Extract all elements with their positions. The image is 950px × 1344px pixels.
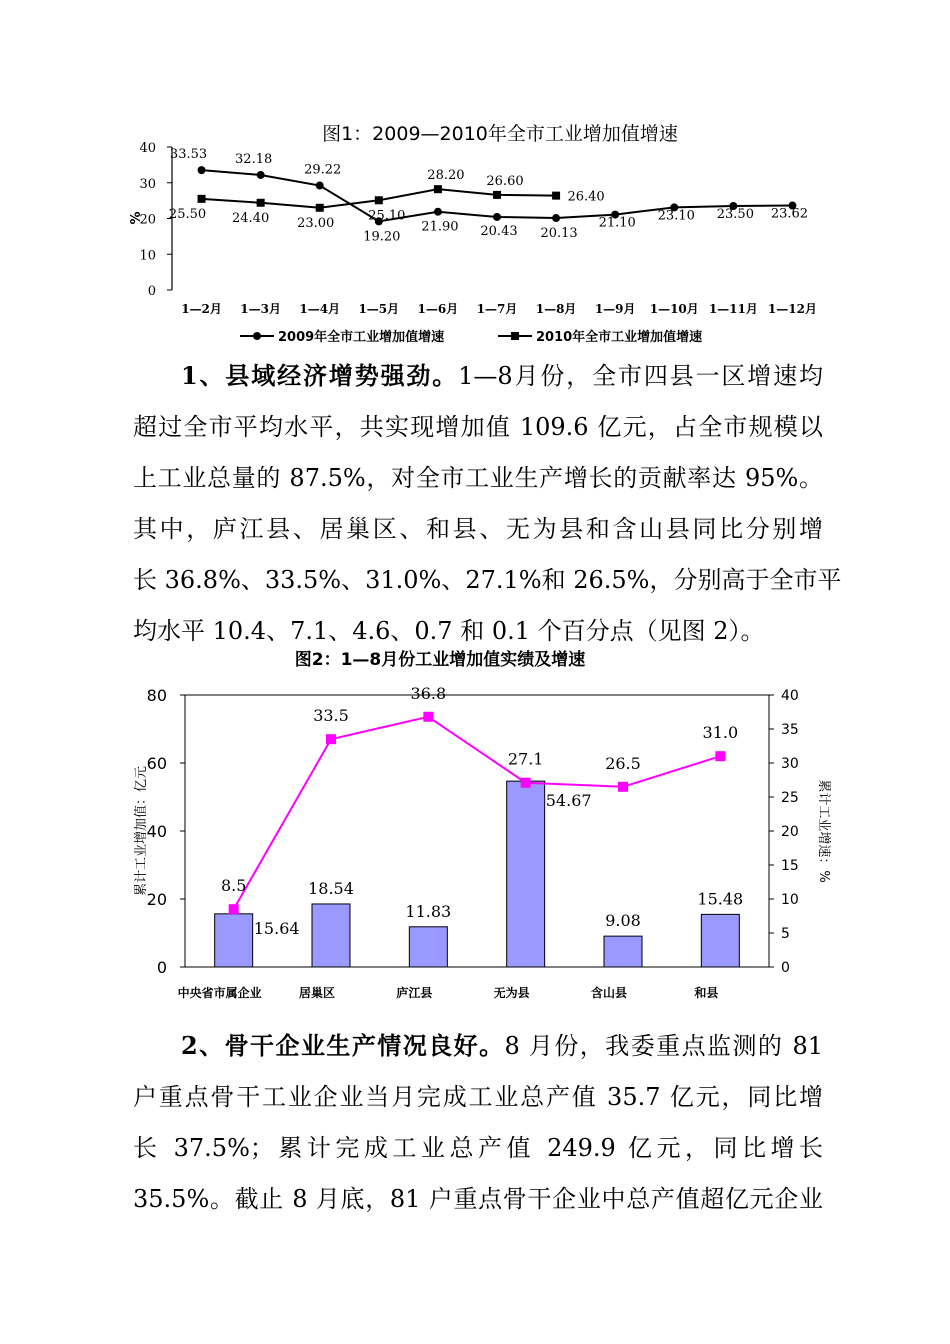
figure2-bar [507,781,545,967]
figure1-x-tick-label: 1—4月 [299,302,341,316]
figure1-data-label: 19.20 [363,229,401,245]
figure1-x-tick-label: 1—11月 [708,302,758,316]
figure1-legend-marker [253,332,261,340]
figure2-bar [409,927,447,967]
figure2-left-tick-label: 20 [146,890,167,909]
figure2-right-tick-label: 15 [781,858,799,874]
paragraph1-line-5: 长 36.8%、33.5%、31.0%、27.1%和 26.5%，分别高于全市平 [133,566,842,594]
figure1-point-2009 [316,182,324,190]
figure2-growth-point [521,778,531,788]
figure1-data-label: 33.53 [169,147,208,163]
figure1-x-tick-label: 1—8月 [535,302,577,316]
figure2-category-label: 庐江县 [396,986,433,1000]
figure1-point-2010 [493,191,501,199]
figure1-x-tick-label: 1—12月 [767,302,817,316]
figure1-y-tick-label: 0 [147,284,156,299]
figure2-right-tick-label: 5 [781,926,790,942]
figure1-data-label: 29.22 [304,162,342,178]
figure1-point-2010 [198,195,206,203]
figure1-data-label: 23.50 [716,206,754,222]
figure1-data-label: 20.43 [480,223,518,239]
figure1-x-tick-label: 1—2月 [181,302,222,316]
figure1-data-label: 32.18 [235,151,273,167]
figure1-data-label: 20.13 [540,226,578,242]
paragraph1-line-text: 1—8月份，全市四县一区增速均 [458,362,823,390]
figure2-bar-label: 54.67 [545,791,592,811]
figure1-legend [240,329,702,345]
figure1-point-2009 [198,166,206,174]
paragraph1-line-6: 均水平 10.4、7.1、4.6、0.7 和 0.1 个百分点（见图 2）。 [133,617,765,645]
paragraph1-heading: 1、县域经济增势强劲。 [181,361,459,390]
figure2-ylabel-left: 累计工业增加值：亿元 [134,765,149,897]
figure2-growth-line [234,717,721,909]
figure2-left-tick-label: 60 [146,754,167,773]
paragraph2-line-2: 户重点骨干工业企业当月完成工业总产值 35.7 亿元，同比增 [133,1083,823,1111]
figure2-bar-label: 9.08 [605,911,641,931]
figure1-title: 图1：2009—2010年全市工业增加值增速 [322,123,678,145]
figure2-growth-point [423,712,433,722]
paragraph1-line-3: 上工业总量的 87.5%，对全市工业生产增长的贡献率达 95%。 [133,464,823,492]
figure1-data-label: 28.20 [427,168,465,184]
figure1-data-label: 26.40 [567,189,605,205]
figure1-y-tick-label: 20 [139,212,156,228]
figure1-y-tick-label: 30 [139,176,156,192]
figure1-point-2010 [257,199,265,207]
figure2-title: 图2：1—8月份工业增加值实绩及增速 [294,650,586,670]
figure1-data-label: 26.60 [486,173,524,189]
figure1-legend-marker [511,332,519,340]
figure1-x-tick-label: 1—3月 [240,302,281,316]
figure2-right-tick-label: 30 [781,756,799,772]
figure1-point-2009 [257,171,265,179]
figure2-right-tick-label: 25 [781,790,799,806]
figure2-growth-point [618,782,628,792]
figure1-x-tick-label: 1—9月 [594,302,636,316]
figure2-bar-label: 15.64 [253,918,300,938]
figure2-bar-label: 18.54 [308,878,354,898]
figure2-right-tick-label: 40 [781,688,799,704]
figure1-data-label: 21.90 [421,219,459,235]
figure1-point-2010 [316,204,324,212]
figure2-bar-label: 15.48 [697,889,744,909]
figure2-right-tick-label: 35 [781,722,799,738]
figure2-right-tick-label: 0 [781,960,790,976]
figure2-bar [312,904,350,967]
figure2-bar [701,914,739,967]
figure2-right-tick-label: 10 [781,892,799,908]
figure2-bar-label: 11.83 [405,901,452,921]
figure1-data-label: 24.40 [232,210,270,226]
figure1-point-2009 [493,213,501,221]
figure2-combo-chart [0,645,950,1015]
figure1-point-2009 [552,214,560,222]
figure1-point-2010 [434,185,442,193]
figure2-category-label: 居巢区 [298,986,336,1000]
figure2-growth-point [229,904,239,914]
paragraph2-line-text: 8 月份，我委重点监测的 81 [504,1032,823,1060]
figure2-right-tick-label: 20 [781,824,799,840]
figure2-bar [604,936,642,967]
figure2-category-label: 含山县 [590,986,628,1000]
figure1-y-tick-label: 40 [139,141,156,156]
figure1-point-2010 [375,196,383,204]
figure1-data-label: 23.00 [297,215,335,231]
figure1-ylabel: % [129,211,144,225]
figure2-ylabel-right: 累计工业增速：% [816,779,831,883]
figure2-category-label: 无为县 [493,986,530,1000]
paragraph2-heading: 2、骨干企业生产情况良好。 [181,1031,505,1060]
figure1-x-tick-label: 1—5月 [358,302,400,316]
paragraph1-line-1 [133,350,823,402]
paragraph2-line-4: 35.5%。截止 8 月底，81 户重点骨干企业中总产值超亿元企业 [133,1185,823,1213]
figure2-growth-label: 26.5 [605,753,641,773]
figure2-growth-point [326,734,336,744]
figure1-y-tick-label: 10 [139,248,156,264]
figure2-left-tick-label: 40 [146,822,167,841]
paragraph1-line-2: 超过全市平均水平，共实现增加值 109.6 亿元，占全市规模以 [133,413,823,441]
paragraph1-line-4: 其中，庐江县、居巢区、和县、无为县和含山县同比分别增 [133,515,823,543]
figure2-growth-point [715,751,725,761]
figure2-category-label: 和县 [694,986,719,1000]
figure2-category-label: 中央省市属企业 [177,986,262,1000]
figure2-growth-label: 33.5 [313,706,349,726]
figure1-data-label: 23.62 [770,206,809,222]
figure1-legend-label: 2009年全市工业增加值增速 [278,330,445,345]
figure1-x-tick-label: 1—7月 [476,302,518,316]
figure1-legend-label: 2010年全市工业增加值增速 [536,330,703,345]
figure2-left-tick-label: 0 [156,958,167,977]
figure2-left-tick-label: 80 [146,686,167,705]
figure2-growth-label: 8.5 [220,876,247,896]
paragraph2-line-3: 长 37.5%；累计完成工业总产值 249.9 亿元，同比增长 [133,1134,823,1162]
figure1-x-tick-label: 1—10月 [649,302,699,316]
figure1-data-label: 23.10 [657,208,695,224]
figure1-point-2009 [434,208,442,216]
paragraph2-line-1 [133,1020,823,1072]
figure1-data-label: 25.10 [368,208,406,224]
figure2-growth-label: 36.8 [410,683,447,703]
figure1-data-label: 25.50 [168,206,207,222]
figure1-line-chart [0,110,950,350]
paragraph-county-economy [133,350,842,657]
figure2-growth-label: 27.1 [507,749,544,769]
paragraph-key-enterprises [133,1020,823,1225]
figure2-growth-label: 31.0 [702,723,739,743]
figure1-data-label: 21.10 [598,215,636,231]
figure2-bar [215,914,253,967]
figure1-x-tick-label: 1—6月 [417,302,459,316]
figure1-point-2010 [552,192,560,200]
